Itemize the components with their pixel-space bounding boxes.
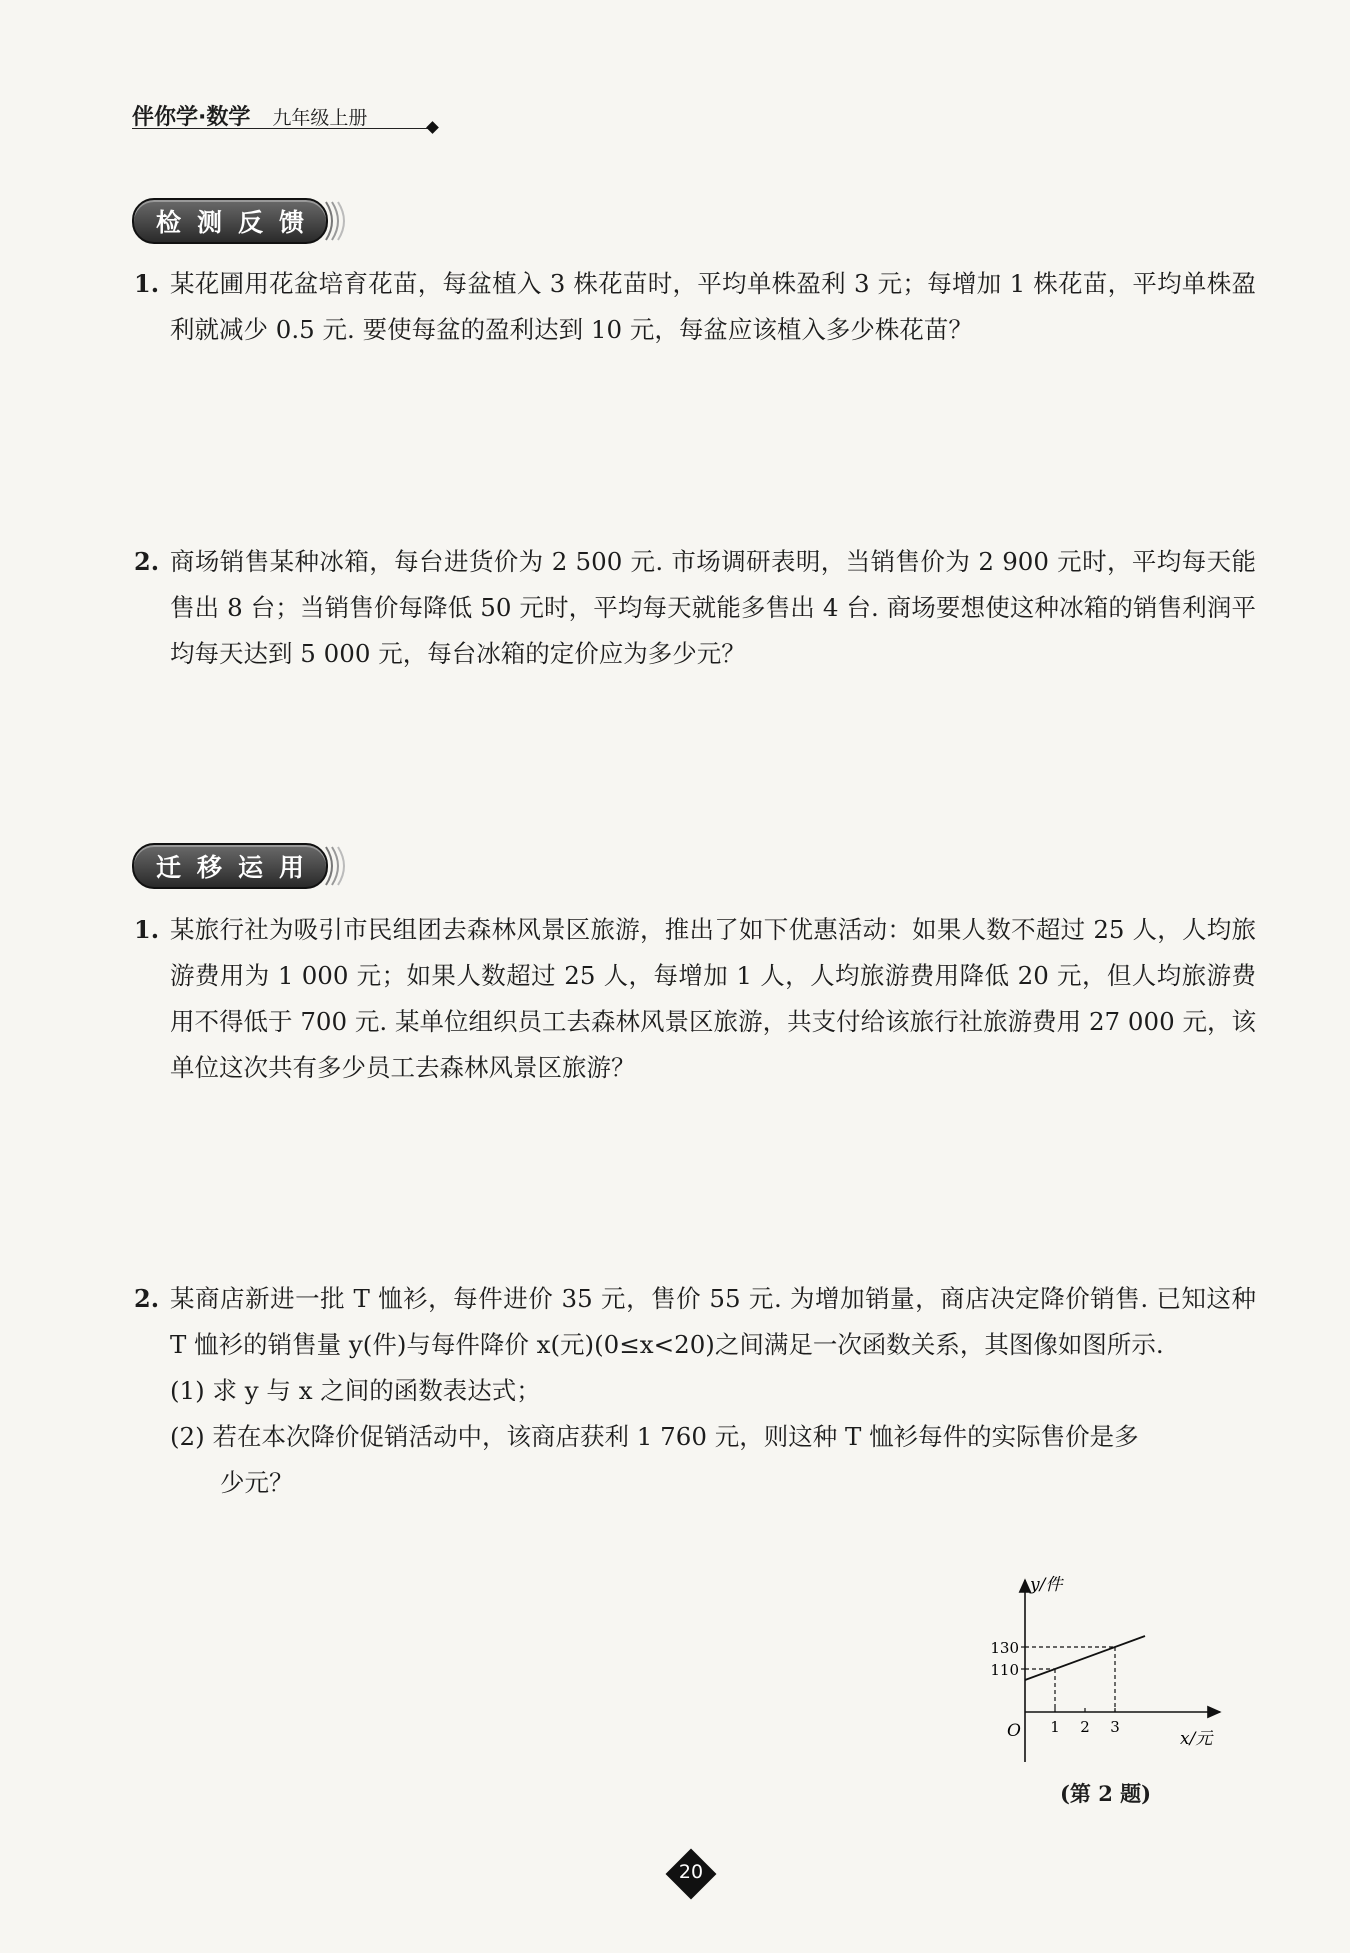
question-transfer-1 [134, 907, 1256, 1091]
badge-arcs-icon [322, 198, 352, 244]
question-feedback-2 [134, 539, 1256, 677]
page-number: 20 [678, 1861, 704, 1883]
sub-question-1: (1) 求 y 与 x 之间的函数表达式； [170, 1376, 541, 1405]
header-grade: 九年级上册 [272, 107, 368, 129]
question-number: 2. [134, 1284, 160, 1313]
x-tick-label: 2 [1080, 1718, 1090, 1736]
sub-question-2: (2) 若在本次降价促销活动中，该商店获利 1 760 元，则这种 T 恤衫每件的实际售价是多 [170, 1422, 1139, 1451]
question-text: 某花圃用花盆培育花苗，每盆植入 3 株花苗时，平均单株盈利 3 元；每增加 1 株花苗，平均单株盈利就减少 0.5 元. 要使每盆的盈利达到 10 元，每盆应该植入多少株花苗？ [170, 269, 1256, 344]
section-badge-feedback [132, 198, 350, 244]
badge-arcs-icon [322, 843, 352, 889]
section-title: 迁移运用 [155, 853, 320, 882]
question-number: 1. [134, 269, 160, 298]
sub-question-2-continued: 少元？ [220, 1468, 294, 1497]
header-series: 伴你学·数学 [132, 105, 251, 130]
x-tick-label: 1 [1050, 1718, 1060, 1736]
x-tick-label: 3 [1110, 1718, 1120, 1736]
header-rule [132, 128, 430, 129]
question-transfer-2 [134, 1276, 1256, 1506]
question-text: 商场销售某种冰箱，每台进货价为 2 500 元. 市场调研表明，当销售价为 2 900 元时，平均每天能售出 8 台；当销售价每降低 50 元时，平均每天就能多售出 4 台. 商场要想使这种冰箱的销售利润平均每天达到 5 000 元，每台冰箱的定价应为多少元？ [170, 547, 1256, 668]
question-feedback-1 [134, 261, 1256, 353]
question-number: 2. [134, 547, 160, 576]
section-badge-pill [132, 198, 328, 244]
page-number-badge [666, 1849, 716, 1899]
figure-caption: (第 2 题) [1060, 1781, 1152, 1806]
question-text: 某商店新进一批 T 恤衫，每件进价 35 元，售价 55 元. 为增加销量，商店决定降价销售. 已知这种 T 恤衫的销售量 y(件)与每件降价 x(元)(0≤x<20)之间满足一次函数关系，其图像如图所示. [170, 1284, 1256, 1359]
linear-function-graph [985, 1572, 1245, 1772]
section-title: 检测反馈 [155, 208, 320, 237]
origin-label: O [1007, 1721, 1021, 1741]
header-diamond-icon [426, 121, 439, 134]
y-tick-label: 110 [990, 1661, 1019, 1679]
section-badge-pill [132, 843, 328, 889]
y-tick-label: 130 [990, 1639, 1019, 1657]
y-axis-label: y/件 [1030, 1575, 1063, 1595]
page-header [132, 100, 367, 131]
function-line [1025, 1636, 1145, 1680]
question-number: 1. [134, 915, 160, 944]
question-text: 某旅行社为吸引市民组团去森林风景区旅游，推出了如下优惠活动：如果人数不超过 25 人，人均旅游费用为 1 000 元；如果人数超过 25 人，每增加 1 人，人均旅游费用降低 20 元，但人均旅游费用不得低于 700 元. 某单位组织员工去森林风景区旅游，共支付给该旅行社旅游费用 27 000 元，该单位这次共有多少员工去森林风景区旅游？ [170, 915, 1256, 1082]
section-badge-transfer [132, 843, 350, 889]
x-axis-label: x/元 [1180, 1729, 1213, 1749]
